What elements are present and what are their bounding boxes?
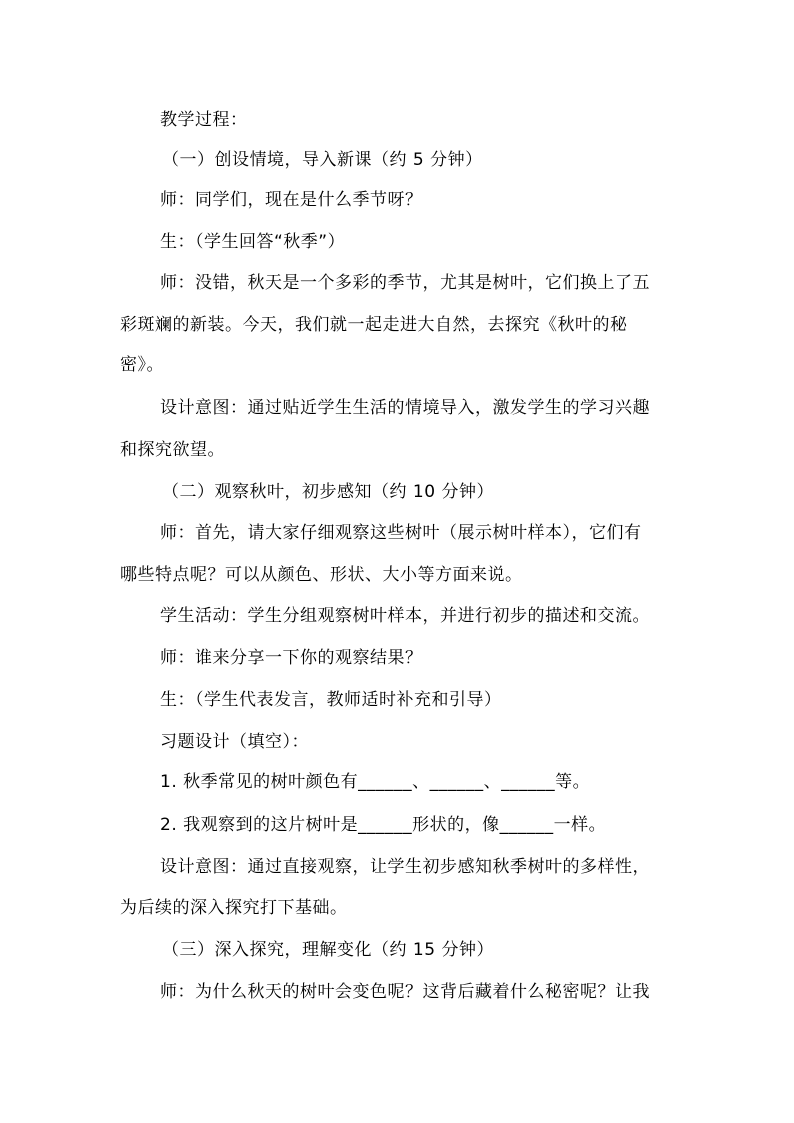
paragraph-line: 师：同学们，现在是什么季节呀？ (160, 190, 423, 210)
section-heading-2: （二）观察秋叶，初步感知（约 10 分钟） (162, 482, 494, 502)
paragraph-line: 生：（学生代表发言，教师适时补充和引导） (160, 690, 502, 710)
paragraph-line: 哪些特点呢？可以从颜色、形状、大小等方面来说。 (120, 565, 523, 585)
paragraph-line: 为后续的深入探究打下基础。 (120, 898, 348, 918)
paragraph-line: 习题设计（填空）： (160, 732, 309, 752)
paragraph-line: 师：首先，请大家仔细观察这些树叶（展示树叶样本），它们有 (160, 523, 642, 543)
paragraph-line: 和探究欲望。 (120, 440, 225, 460)
exercise-item-1: 1. 秋季常见的树叶颜色有______、______、______等。 (160, 772, 591, 792)
heading-teaching-process: 教学过程： (160, 110, 248, 130)
paragraph-line: 密》。 (120, 355, 164, 375)
exercise-item-2: 2. 我观察到的这片树叶是______形状的，像______一样。 (160, 815, 607, 835)
paragraph-line: 彩斑斓的新装。今天，我们就一起走进大自然，去探究《秋叶的秘 (120, 315, 628, 335)
section-heading-1: （一）创设情境，导入新课（约 5 分钟） (162, 150, 483, 170)
paragraph-line: 生：（学生回答“秋季”） (160, 232, 346, 252)
section-heading-3: （三）深入探究，理解变化（约 15 分钟） (162, 940, 494, 960)
paragraph-line: 师：没错，秋天是一个多彩的季节，尤其是树叶，它们换上了五 (160, 273, 650, 293)
paragraph-line: 师：谁来分享一下你的观察结果？ (160, 648, 423, 668)
paragraph-line: 师：为什么秋天的树叶会变色呢？这背后藏着什么秘密呢？让我 (160, 982, 650, 1002)
paragraph-line: 设计意图：通过贴近学生生活的情境导入，激发学生的学习兴趣 (160, 398, 650, 418)
paragraph-line: 学生活动：学生分组观察树叶样本，并进行初步的描述和交流。 (160, 606, 650, 626)
paragraph-line: 设计意图：通过直接观察，让学生初步感知秋季树叶的多样性， (160, 857, 650, 877)
